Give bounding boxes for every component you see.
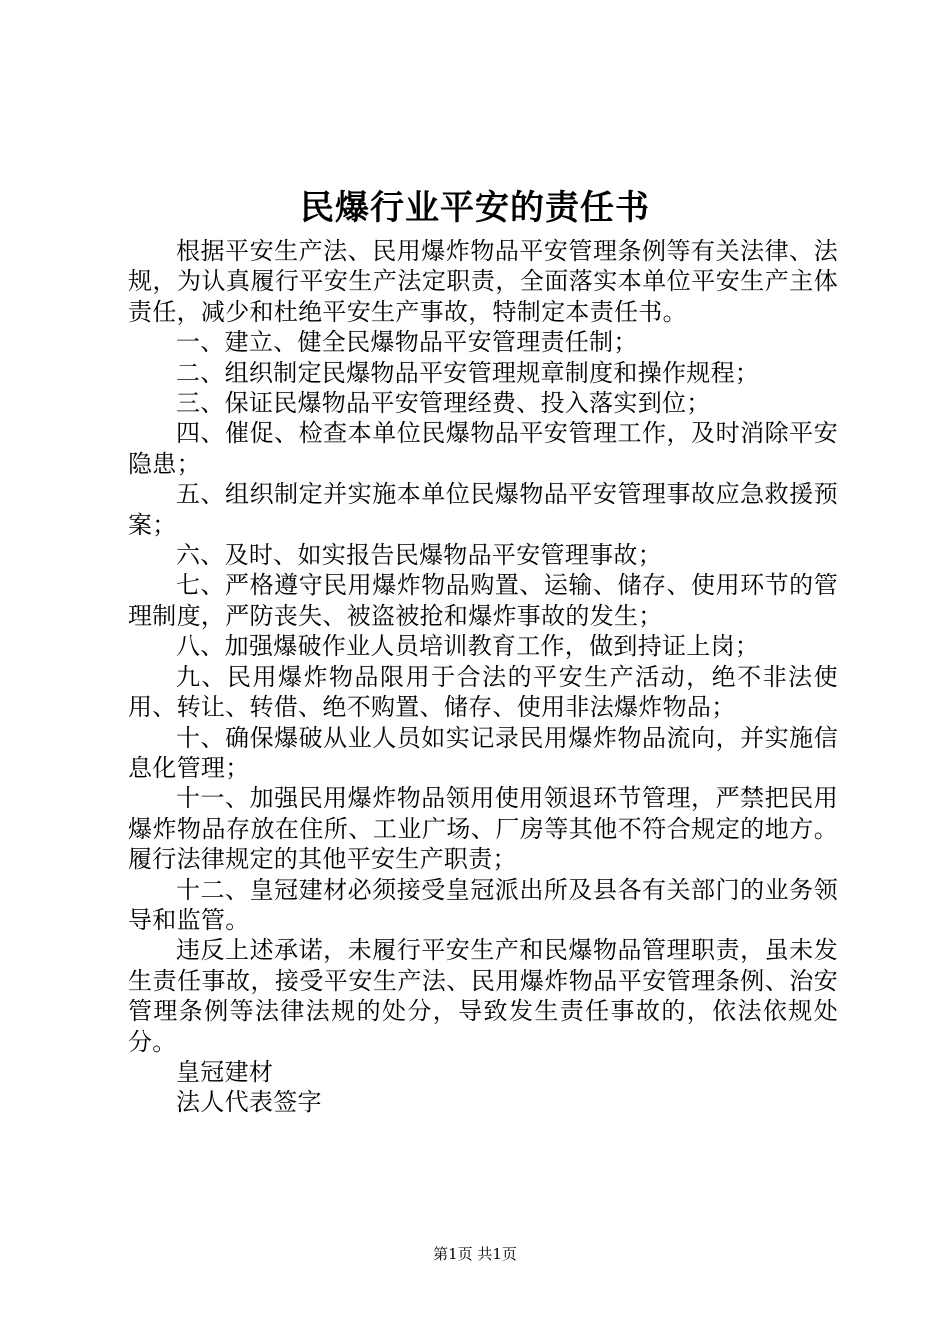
document-title: 民爆行业平安的责任书: [300, 188, 650, 228]
clause-3: 三、保证民爆物品平安管理经费、投入落实到位；: [176, 389, 711, 418]
clause-6: 六、及时、如实报告民爆物品平安管理事故；: [176, 541, 662, 570]
document-body: [128, 236, 838, 1118]
clause-7: 七、严格遵守民用爆炸物品购置、运输、储存、使用环节的管理制度，严防丧失、被盗被抢和爆炸事故的发生；: [128, 571, 838, 630]
company-name: 皇冠建材: [176, 1057, 274, 1086]
clause-8: 八、加强爆破作业人员培训教育工作，做到持证上岗；: [176, 632, 760, 661]
signature-line: 法人代表签字: [176, 1088, 322, 1117]
clause-11: 十一、加强民用爆炸物品领用使用领退环节管理，严禁把民用爆炸物品存放在住所、工业广场、厂房等其他不符合规定的地方。履行法律规定的其他平安生产职责；: [128, 784, 838, 874]
clause-2: 二、组织制定民爆物品平安管理规章制度和操作规程；: [176, 358, 760, 387]
clause-9: 九、民用爆炸物品限用于合法的平安生产活动，绝不非法使用、转让、转借、绝不购置、储存、使用非法爆炸物品；: [128, 662, 838, 722]
clause-4: 四、催促、检查本单位民爆物品平安管理工作，及时消除平安隐患；: [128, 419, 838, 478]
clause-1: 一、建立、健全民爆物品平安管理责任制；: [176, 328, 638, 357]
intro-paragraph: 根据平安生产法、民用爆炸物品平安管理条例等有关法律、法规，为认真履行平安生产法定职责，全面落实本单位平安生产主体责任，减少和杜绝平安生产事故，特制定本责任书。: [128, 237, 838, 326]
clause-5: 五、组织制定并实施本单位民爆物品平安管理事故应急救援预案；: [128, 480, 838, 539]
page-footer: 第1页 共1页: [433, 1245, 517, 1263]
clause-10: 十、确保爆破从业人员如实记录民用爆炸物品流向，并实施信息化管理；: [128, 723, 838, 782]
violation-paragraph: 违反上述承诺，未履行平安生产和民爆物品管理职责，虽未发生责任事故，接受平安生产法、民用爆炸物品平安管理条例、治安管理条例等法律法规的处分，导致发生责任事故的，依法依规处分。: [128, 936, 838, 1056]
clause-12: 十二、皇冠建材必须接受皇冠派出所及县各有关部门的业务领导和监管。: [128, 875, 838, 934]
